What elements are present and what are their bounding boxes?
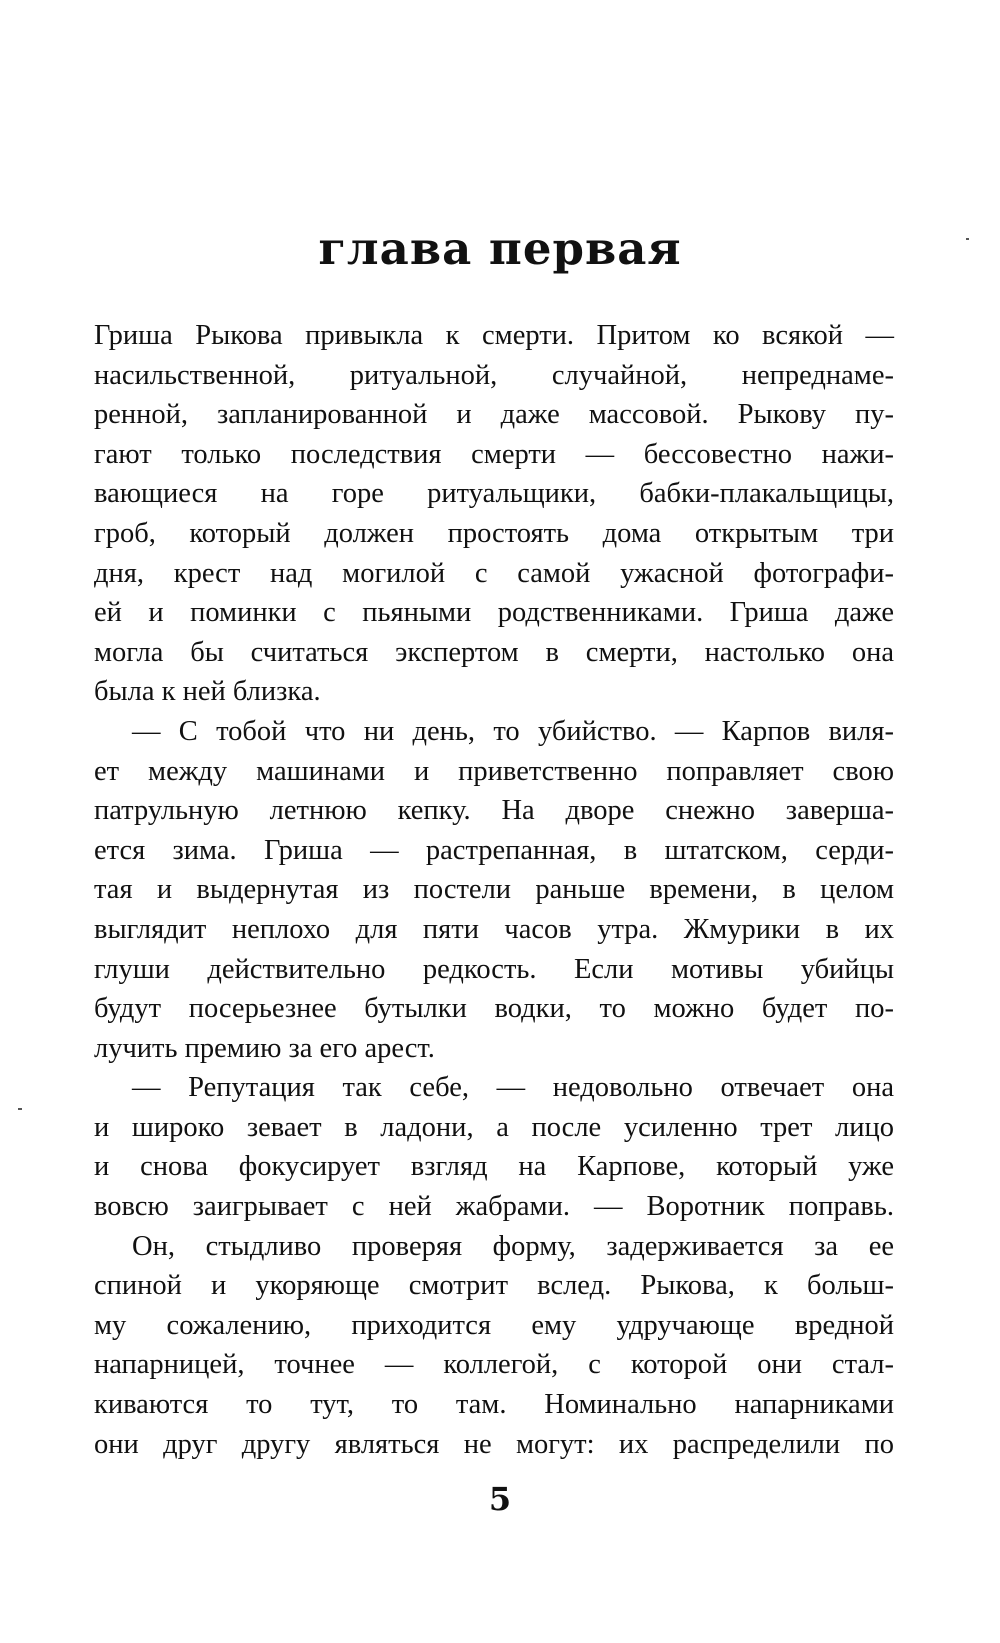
text-line: вающиеся на горе ритуальщики, бабки-плакальщицы, <box>94 478 894 510</box>
text-line: будут посерьезнее бутылки водки, то можно будет по- <box>94 993 894 1025</box>
text-line: — С тобой что ни день, то убийство. — Карпов виля- <box>132 715 894 747</box>
print-speck <box>18 1108 22 1110</box>
text-line: насильственной, ритуальной, случайной, непреднаме- <box>94 359 894 391</box>
text-line: напарницей, точнее — коллегой, с которой они стал- <box>94 1349 894 1381</box>
text-line: — Репутация так себе, — недовольно отвечает она <box>132 1072 894 1104</box>
text-line: могла бы считаться экспертом в смерти, настолько она <box>94 636 894 668</box>
text-line: ет между машинами и приветственно поправляет свою <box>94 755 894 787</box>
chapter-body-text <box>94 316 894 1464</box>
print-speck <box>966 238 969 240</box>
page-number: 5 <box>488 1480 512 1518</box>
text-line: гают только последствия смерти — бессовестно нажи- <box>94 438 894 470</box>
text-line: вовсю заигрывает с ней жабрами. — Воротник поправь. <box>94 1191 894 1223</box>
text-line: спиной и укоряюще смотрит вслед. Рыкова, к больш- <box>94 1270 894 1302</box>
text-line: ей и поминки с пьяными родственниками. Гриша даже <box>94 597 894 629</box>
chapter-title: глава первая <box>318 222 682 275</box>
text-line: патрульную летнюю кепку. На дворе снежно заверша- <box>94 795 894 827</box>
text-line: и снова фокусирует взгляд на Карпове, который уже <box>94 1151 894 1183</box>
text-line: ется зима. Гриша — растрепанная, в штатском, серди- <box>94 834 894 866</box>
text-line: киваются то тут, то там. Номинально напарниками <box>94 1389 894 1421</box>
text-line: гроб, который должен простоять дома открытым три <box>94 517 894 549</box>
text-line: выглядит неплохо для пяти часов утра. Жмурики в их <box>94 913 894 945</box>
text-line: тая и выдернутая из постели раньше времени, в целом <box>94 874 894 906</box>
text-line: му сожалению, приходится ему удручающе вредной <box>94 1309 894 1341</box>
text-line: и широко зевает в ладони, а после усиленно трет лицо <box>94 1111 894 1143</box>
text-line: они друг другу являться не могут: их распределили по <box>94 1428 894 1460</box>
text-line: Гриша Рыкова привыкла к смерти. Притом ко всякой — <box>94 320 894 351</box>
text-line: глуши действительно редкость. Если мотивы убийцы <box>94 953 894 985</box>
text-line: ренной, запланированной и даже массовой. Рыкову пу- <box>94 399 894 431</box>
text-line: дня, крест над могилой с самой ужасной фотографи- <box>94 557 894 589</box>
text-line: лучить премию за его арест. <box>94 1032 435 1064</box>
text-line: была к ней близка. <box>94 676 321 708</box>
text-line: Он, стыдливо проверяя форму, задерживается за ее <box>132 1230 894 1262</box>
